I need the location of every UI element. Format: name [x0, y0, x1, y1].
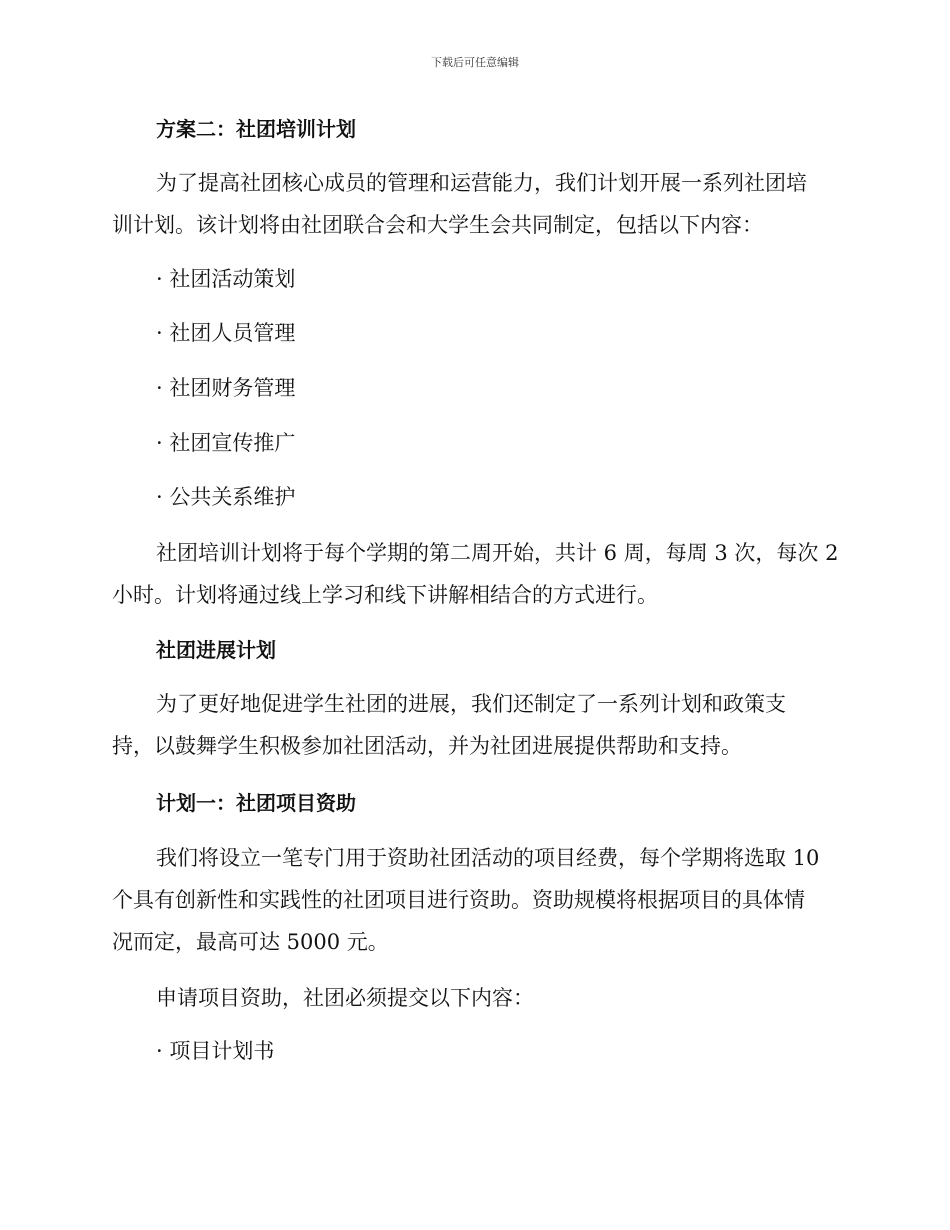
- list-item: · 社团活动策划: [156, 267, 296, 291]
- paragraph-line: 为了更好地促进学生社团的进展，我们还制定了一系列计划和政策支: [156, 692, 786, 716]
- list-item: · 社团人员管理: [156, 321, 296, 345]
- list-item: · 社团财务管理: [156, 376, 296, 400]
- list-item: · 项目计划书: [156, 1039, 275, 1063]
- paragraph-line: 持，以鼓舞学生积极参加社团活动，并为社团进展提供帮助和支持。: [112, 734, 742, 758]
- paragraph-line: 社团培训计划将于每个学期的第二周开始，共计 6 周，每周 3 次，每次 2: [156, 541, 839, 565]
- paragraph-line: 申请项目资助，社团必须提交以下内容：: [156, 986, 534, 1010]
- list-item: · 社团宣传推广: [156, 431, 296, 455]
- paragraph-line: 小时。计划将通过线上学习和线下讲解相结合的方式进行。: [112, 583, 658, 607]
- list-item: · 公共关系维护: [156, 485, 296, 509]
- paragraph-line: 况而定，最高可达 5000 元。: [112, 930, 389, 954]
- paragraph-line: 训计划。该计划将由社团联合会和大学生会共同制定，包括以下内容：: [112, 213, 763, 237]
- section-title-plan2: 方案二：社团培训计划: [156, 117, 356, 141]
- section-title-plan1: 计划一：社团项目资助: [156, 791, 356, 815]
- page-header-note: 下载后可任意编辑: [431, 56, 519, 69]
- paragraph-line: 个具有创新性和实践性的社团项目进行资助。资助规模将根据项目的具体情: [112, 888, 805, 912]
- paragraph-line: 我们将设立一笔专门用于资助社团活动的项目经费，每个学期将选取 10: [156, 846, 820, 870]
- paragraph-line: 为了提高社团核心成员的管理和运营能力，我们计划开展一系列社团培: [156, 171, 807, 195]
- section-title-progress: 社团进展计划: [156, 638, 276, 662]
